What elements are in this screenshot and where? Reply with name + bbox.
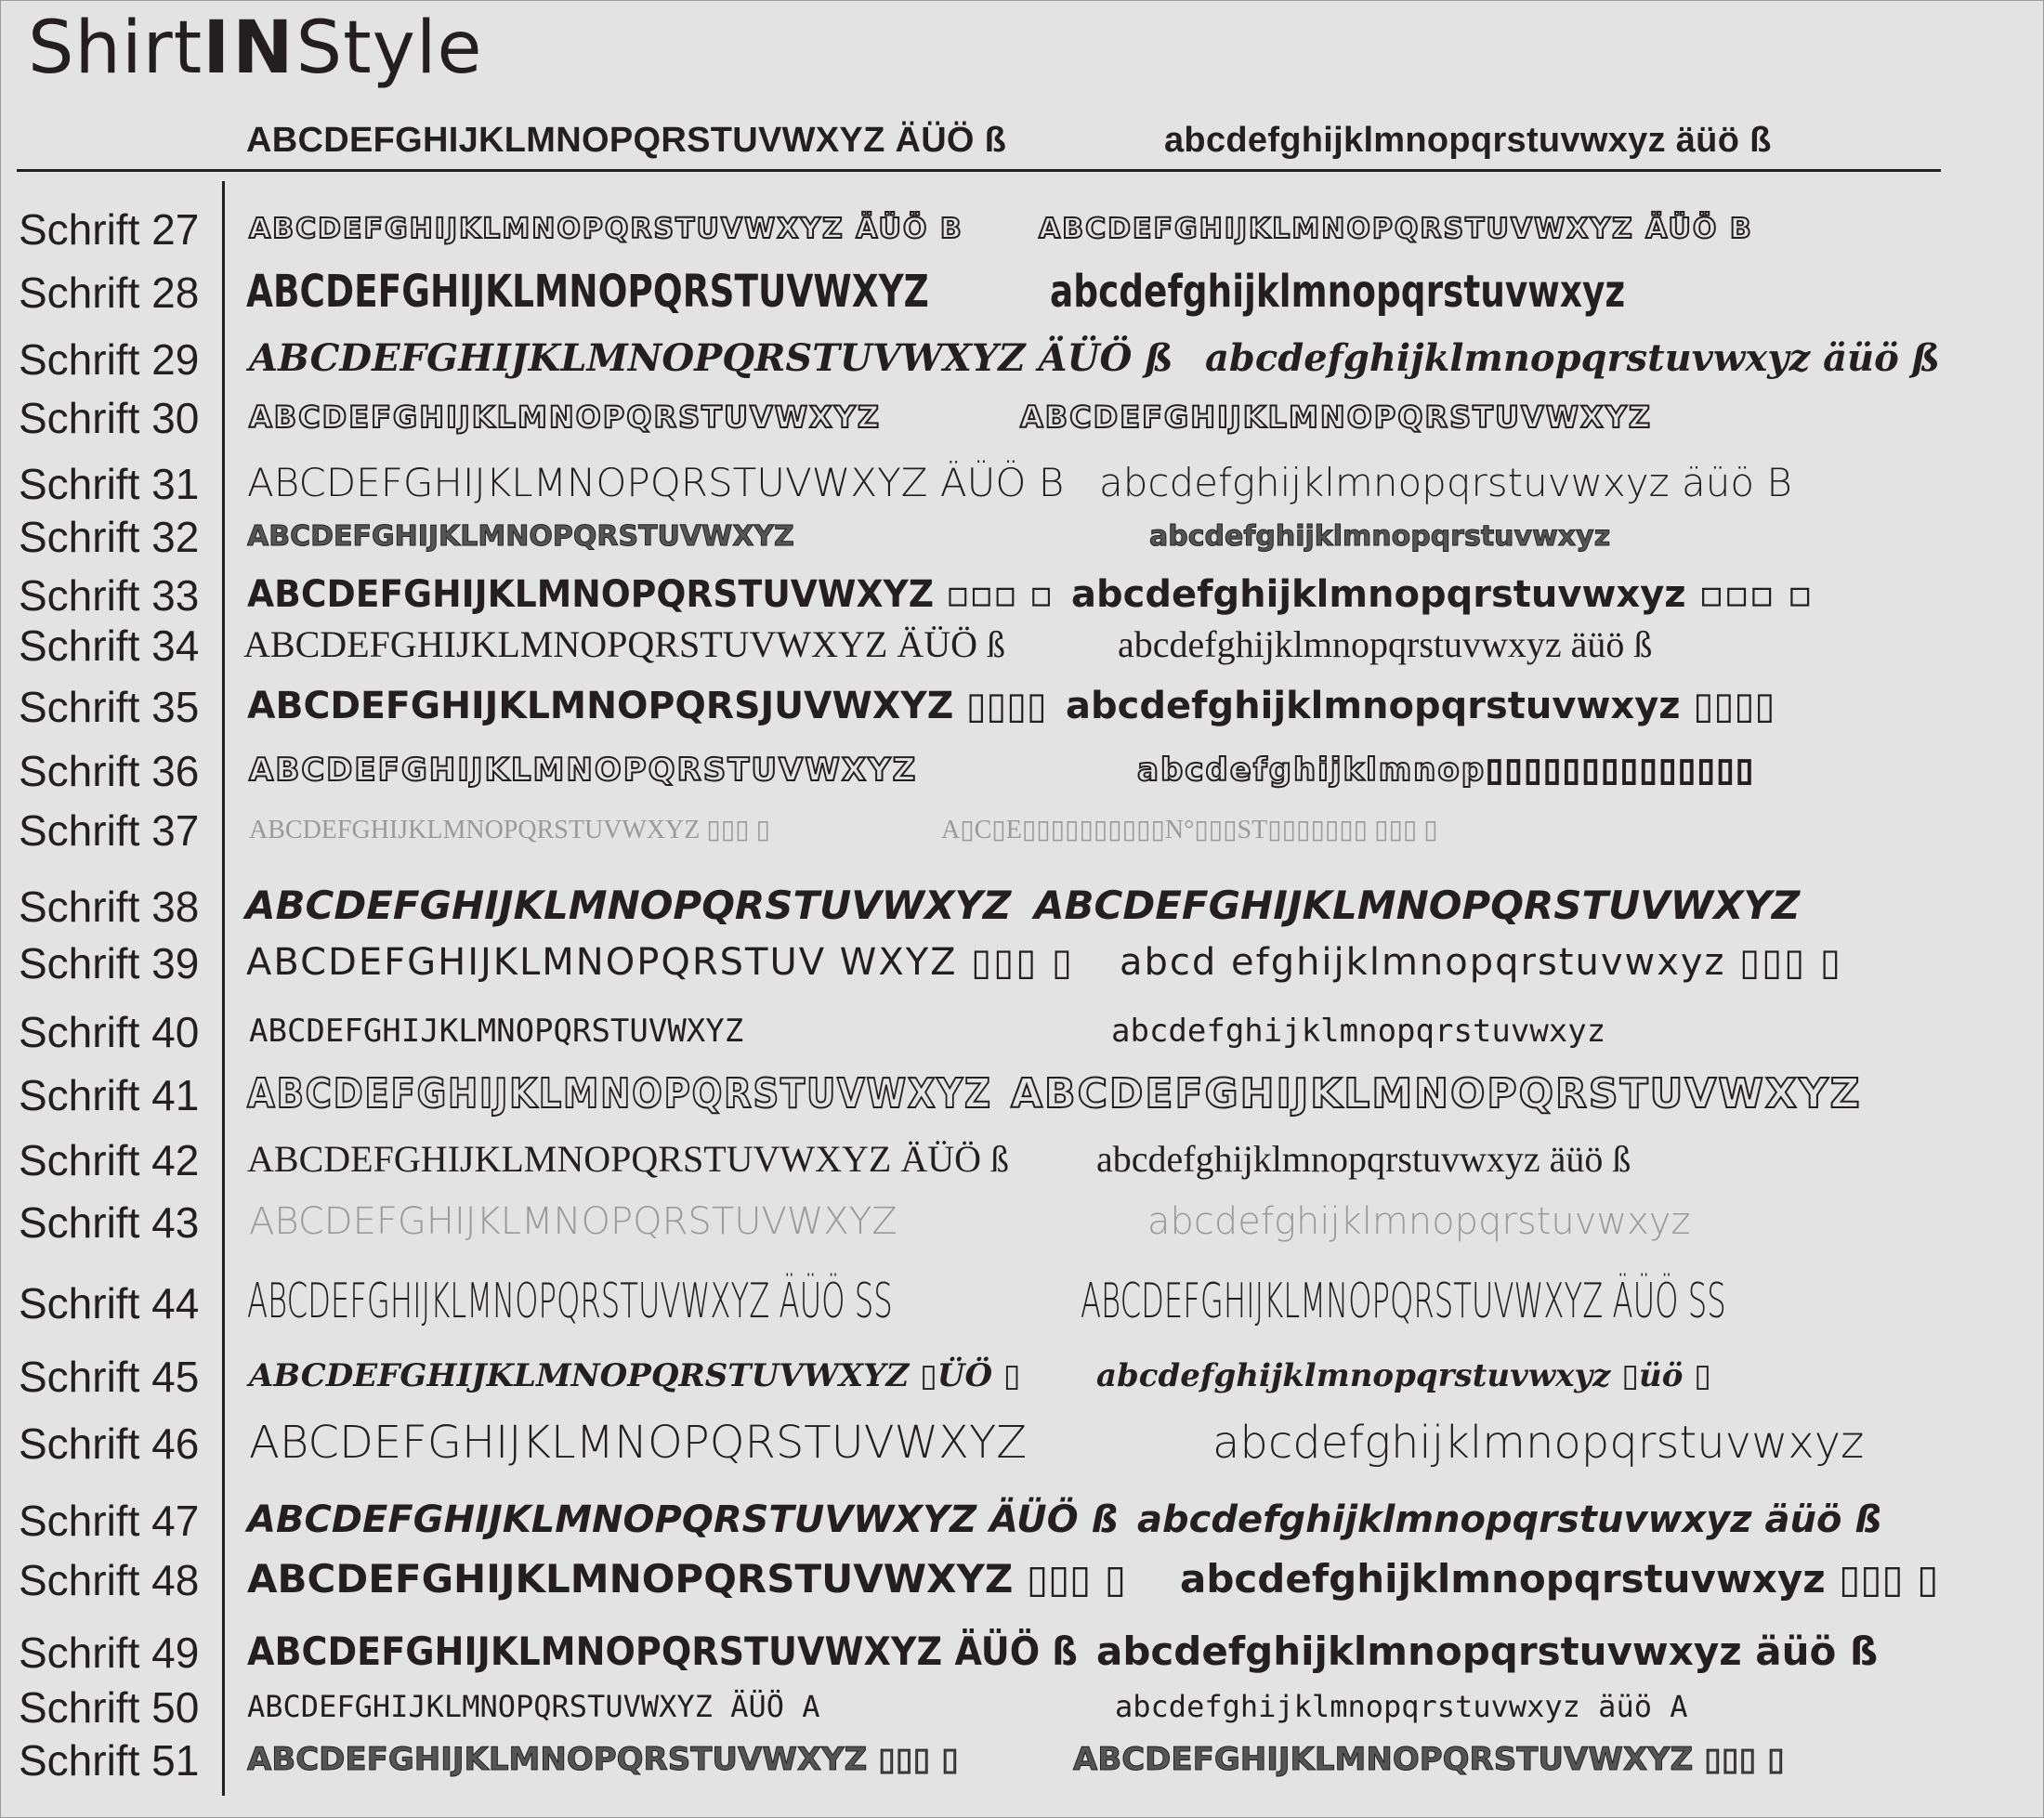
uppercase-sample: ABCDEFGHIJKLMNOPQRSTUVWXYZ bbox=[249, 1416, 1028, 1469]
reference-lowercase: abcdefghijklmnopqrstuvwxyz äüö ß bbox=[1164, 121, 1772, 160]
uppercase-sample: ABCDEFGHIJKLMNOPQRSTUVWXYZ ÄÜÖ B bbox=[249, 212, 963, 245]
lowercase-sample: abcdefghijklmnopqrstuvwxyz bbox=[1212, 1416, 1865, 1469]
label-column-divider bbox=[222, 181, 225, 1796]
logo-strong: IN bbox=[203, 7, 296, 90]
font-label: Schrift 38 bbox=[19, 883, 200, 931]
font-label: Schrift 45 bbox=[19, 1353, 200, 1401]
lowercase-sample: ABCDEFGHIJKLMNOPQRSTUVWXYZ ▯▯▯ ▯ bbox=[1073, 1741, 1785, 1779]
font-label: Schrift 41 bbox=[19, 1071, 200, 1119]
font-label: Schrift 29 bbox=[19, 335, 200, 384]
uppercase-sample: ABCDEFGHIJKLMNOPQRSTUVWXYZ bbox=[245, 882, 1012, 928]
lowercase-sample: abcdefghijklmnopqrstuvwxyz äüö ß bbox=[1096, 1138, 1631, 1180]
lowercase-sample: abcdefghijklmnopqrstuvwxyz bbox=[1147, 1200, 1691, 1243]
lowercase-sample: abcdefghijklmnopqrstuvwxyz bbox=[1149, 519, 1611, 553]
lowercase-sample: abcdefghijklmnopqrstuvwxyz äüö A bbox=[1115, 1689, 1688, 1725]
uppercase-sample: ABCDEFGHIJKLMNOPQRSTUVWXYZ ÄÜÖ SS bbox=[247, 1274, 893, 1330]
font-label: Schrift 28 bbox=[19, 268, 200, 317]
lowercase-sample: ABCDEFGHIJKLMNOPQRSTUVWXYZ bbox=[1020, 399, 1653, 436]
lowercase-sample: abcdefghijklmnop▯▯▯▯▯▯▯▯▯▯▯▯▯▯ bbox=[1137, 752, 1756, 790]
lowercase-sample: abcdefghijklmnopqrstuvwxyz ▯▯▯▯ bbox=[1066, 685, 1775, 727]
lowercase-sample: abcdefghijklmnopqrstuvwxyz bbox=[1111, 1013, 1606, 1051]
uppercase-sample: ABCDEFGHIJKLMNOPQRSTUVWXYZ bbox=[247, 519, 794, 553]
font-label: Schrift 49 bbox=[19, 1628, 200, 1677]
uppercase-sample: ABCDEFGHIJKLMNOPQRSTUVWXYZ ÄÜÖ ß bbox=[247, 1628, 1078, 1674]
uppercase-sample: ABCDEFGHIJKLMNOPQRSTUVWXYZ bbox=[246, 265, 929, 318]
lowercase-sample: abcdefghijklmnopqrstuvwxyz bbox=[1050, 265, 1626, 318]
font-label: Schrift 39 bbox=[19, 939, 200, 987]
lowercase-sample: ABCDEFGHIJKLMNOPQRSTUVWXYZ bbox=[1011, 1069, 1862, 1118]
lowercase-sample: abcdefghijklmnopqrstuvwxyz ▯▯▯ ▯ bbox=[1180, 1555, 1939, 1602]
font-label: Schrift 36 bbox=[19, 747, 200, 795]
uppercase-sample: ABCDEFGHIJKLMNOPQRSTUVWXYZ ÄÜÖ ß bbox=[243, 623, 1006, 665]
font-label: Schrift 43 bbox=[19, 1198, 200, 1247]
lowercase-sample: abcd efghijklmnopqrstuvwxyz ▯▯▯ ▯ bbox=[1120, 941, 1843, 984]
font-label: Schrift 30 bbox=[19, 394, 200, 442]
uppercase-sample: ABCDEFGHIJKLMNOPQRSTUVWXYZ ÄÜÖ ß bbox=[249, 336, 1173, 380]
lowercase-sample: A▯C▯E▯▯▯▯▯▯▯▯▯▯N°▯▯▯ST▯▯▯▯▯▯▯ ▯▯▯ ▯ bbox=[941, 815, 1438, 844]
lowercase-sample: abcdefghijklmnopqrstuvwxyz äüö B bbox=[1099, 459, 1792, 505]
header-divider bbox=[17, 169, 1941, 172]
lowercase-sample: abcdefghijklmnopqrstuvwxyz ▯üö ▯ bbox=[1096, 1357, 1711, 1395]
font-label: Schrift 35 bbox=[19, 683, 200, 731]
uppercase-sample: ABCDEFGHIJKLMNOPQRSTUVWXYZ ▯ÜÖ ▯ bbox=[249, 1357, 1021, 1395]
uppercase-sample: ABCDEFGHIJKLMNOPQRSTUVWXYZ ÄÜÖ A bbox=[247, 1689, 820, 1725]
font-label: Schrift 31 bbox=[19, 460, 200, 508]
font-label: Schrift 27 bbox=[19, 205, 200, 254]
font-label: Schrift 42 bbox=[19, 1136, 200, 1184]
uppercase-sample: ABCDEFGHIJKLMNOPQRSTUV WXYZ ▯▯▯ ▯ bbox=[246, 941, 1075, 984]
uppercase-sample: ABCDEFGHIJKLMNOPQRSTUVWXYZ bbox=[249, 399, 882, 436]
uppercase-sample: ABCDEFGHIJKLMNOPQRSTUVWXYZ ÄÜÖ ß bbox=[247, 1498, 1119, 1541]
font-label: Schrift 48 bbox=[19, 1556, 200, 1604]
uppercase-sample: ABCDEFGHIJKLMNOPQRSJUVWXYZ ▯▯▯▯ bbox=[247, 685, 1047, 727]
logo-suffix: Style bbox=[295, 7, 483, 90]
uppercase-sample: ABCDEFGHIJKLMNOPQRSTUVWXYZ ÄÜÖ ß bbox=[247, 1138, 1010, 1180]
font-label: Schrift 46 bbox=[19, 1419, 200, 1468]
lowercase-sample: abcdefghijklmnopqrstuvwxyz äüö ß bbox=[1096, 1628, 1879, 1674]
uppercase-sample: ABCDEFGHIJKLMNOPQRSTUVWXYZ bbox=[249, 752, 918, 790]
uppercase-sample: ABCDEFGHIJKLMNOPQRSTUVWXYZ ▯▯▯ ▯ bbox=[249, 815, 770, 844]
lowercase-sample: abcdefghijklmnopqrstuvwxyz äüö ß bbox=[1137, 1498, 1882, 1541]
lowercase-sample: abcdefghijklmnopqrstuvwxyz ▫▫▫ ▫ bbox=[1071, 573, 1813, 616]
brand-logo bbox=[28, 7, 483, 90]
font-label: Schrift 34 bbox=[19, 621, 200, 670]
uppercase-sample: ABCDEFGHIJKLMNOPQRSTUVWXYZ ▯▯▯ ▯ bbox=[247, 1741, 959, 1779]
uppercase-sample: ABCDEFGHIJKLMNOPQRSTUVWXYZ ▯▯▯ ▯ bbox=[247, 1555, 1127, 1602]
uppercase-sample: ABCDEFGHIJKLMNOPQRSTUVWXYZ bbox=[249, 1013, 744, 1051]
font-label: Schrift 47 bbox=[19, 1497, 200, 1545]
font-label: Schrift 51 bbox=[19, 1736, 200, 1785]
lowercase-sample: abcdefghijklmnopqrstuvwxyz äüö ß bbox=[1205, 336, 1941, 380]
font-label: Schrift 50 bbox=[19, 1683, 200, 1732]
reference-uppercase: ABCDEFGHIJKLMNOPQRSTUVWXYZ ÄÜÖ ß bbox=[246, 121, 1007, 160]
font-label: Schrift 33 bbox=[19, 571, 200, 620]
font-label: Schrift 44 bbox=[19, 1279, 200, 1328]
uppercase-sample: ABCDEFGHIJKLMNOPQRSTUVWXYZ bbox=[249, 1200, 898, 1243]
font-label: Schrift 40 bbox=[19, 1008, 200, 1056]
lowercase-sample: ABCDEFGHIJKLMNOPQRSTUVWXYZ bbox=[1034, 882, 1801, 928]
lowercase-sample: ABCDEFGHIJKLMNOPQRSTUVWXYZ ÄÜÖ SS bbox=[1081, 1274, 1726, 1330]
uppercase-sample: ABCDEFGHIJKLMNOPQRSTUVWXYZ ▫▫▫ ▫ bbox=[247, 573, 1054, 616]
font-label: Schrift 32 bbox=[19, 513, 200, 561]
font-label: Schrift 37 bbox=[19, 806, 200, 855]
uppercase-sample: ABCDEFGHIJKLMNOPQRSTUVWXYZ bbox=[247, 1069, 992, 1118]
uppercase-sample: ABCDEFGHIJKLMNOPQRSTUVWXYZ ÄÜÖ B bbox=[247, 459, 1065, 505]
logo-prefix: Shirt bbox=[28, 7, 203, 90]
lowercase-sample: ABCDEFGHIJKLMNOPQRSTUVWXYZ ÄÜÖ B bbox=[1039, 212, 1753, 245]
lowercase-sample: abcdefghijklmnopqrstuvwxyz äüö ß bbox=[1118, 623, 1653, 665]
